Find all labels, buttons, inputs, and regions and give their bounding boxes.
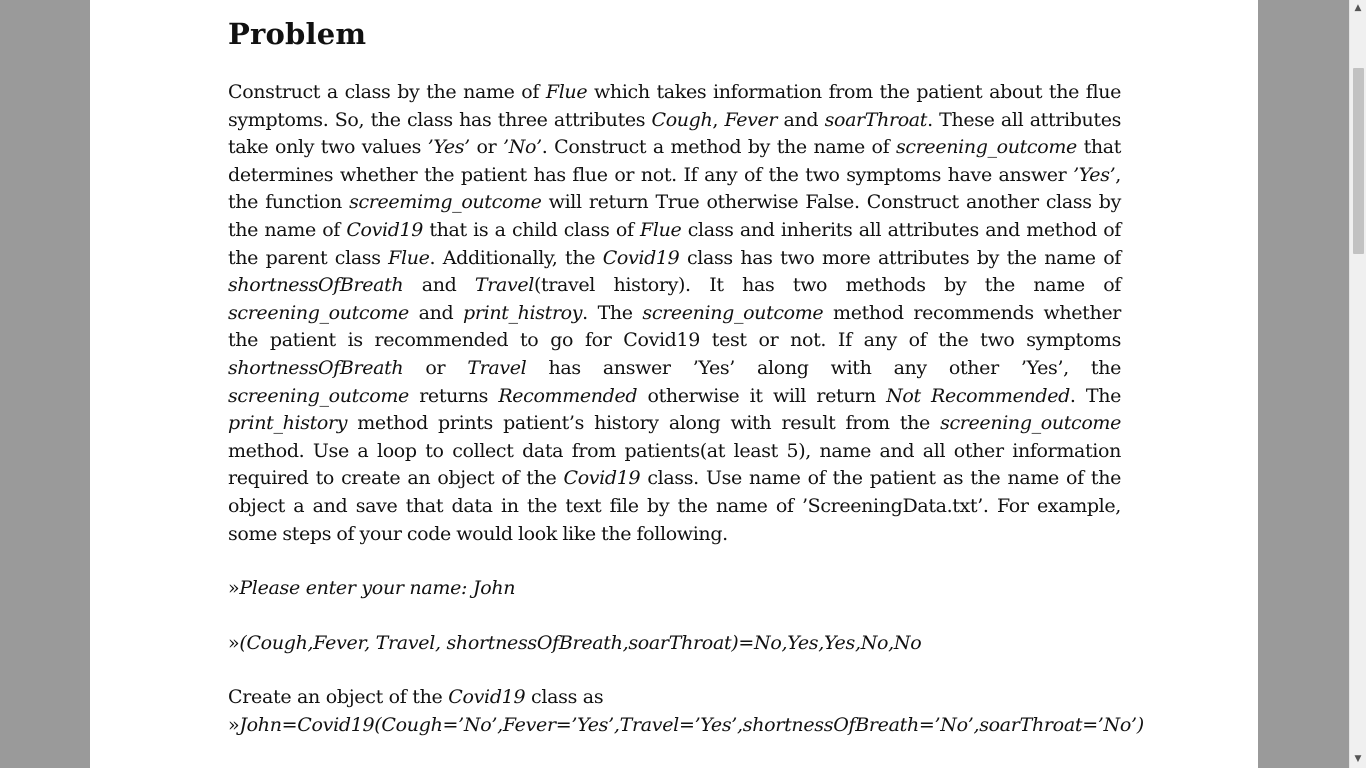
text-run: has answer ’Yes’ along with any other ’Yes’, the (526, 356, 1121, 379)
text-run: . Additionally, the (429, 246, 603, 269)
object-code-text: John=Covid19(Cough=’No’,Fever=’Yes’,Travel=’Yes’,shortnessOfBreath=’No’,soarThroat=’No’) (239, 713, 1144, 736)
page-content (228, 12, 1144, 739)
text-run: and (403, 274, 475, 297)
prompt-marker: » (228, 713, 240, 736)
italic-term: soarThroat (824, 108, 928, 131)
symptoms-prompt-text: (Cough,Fever, Travel, shortnessOfBreath,soarThroat)=No,Yes,Yes,No,No (239, 631, 922, 654)
italic-term: print_histroy (463, 301, 583, 324)
text-run: class has two more attributes by the name of (679, 246, 1121, 269)
text-run: . These all attributes take only two values (228, 108, 1121, 159)
italic-term: Covid19 (602, 246, 680, 269)
italic-term: screening_outcome (896, 136, 1077, 159)
text-run: that determines whether the patient has flue or not. If any of the two symptoms have answer (228, 136, 1121, 186)
text-run: will return True otherwise False. Construct another class by the name of (228, 191, 1121, 241)
text-run: . The (1069, 384, 1122, 407)
object-code-line (228, 712, 1144, 740)
italic-term: ’Yes’ (1073, 163, 1116, 186)
name-prompt-text: Please enter your name: John (239, 577, 516, 600)
problem-paragraph (228, 79, 1121, 548)
italic-term: Travel (474, 274, 534, 297)
italic-term: Not Recommended (886, 384, 1070, 407)
text-run: and (408, 301, 464, 324)
text-run: class and inherits all attributes and method of the parent class (228, 218, 1121, 269)
text-run: , (712, 108, 725, 131)
text-run: class as (525, 686, 604, 709)
italic-term: screemimg_outcome (349, 191, 542, 214)
text-run: method prints patient’s history along with result from the (347, 412, 941, 435)
italic-term: Covid19 (448, 686, 526, 709)
text-run: . Construct a method by the name of (541, 136, 896, 159)
scroll-up-arrow-icon[interactable]: ▲ (1354, 3, 1362, 13)
italic-term: screening_outcome (642, 301, 824, 324)
italic-term: Fever (724, 108, 778, 131)
text-run: Construct a class by the name of (228, 81, 546, 103)
italic-term: Covid19 (346, 218, 424, 241)
italic-term: shortnessOfBreath (228, 274, 404, 297)
text-run: class. Use name of the patient as the name of the object a and save that data in the text file by the name of ’ScreeningData.txt’. For example, some steps of your code would look like the following. (228, 467, 1121, 545)
object-intro-line (228, 684, 1121, 712)
text-run: (travel history). It has two methods by the name of (533, 274, 1121, 297)
text-run: method recommends whether the patient is recommended to go for Covid19 test or not. If any of the two symptoms (228, 301, 1121, 352)
italic-term: Flue (640, 218, 682, 241)
italic-term: Travel (467, 356, 527, 379)
italic-term: shortnessOfBreath (228, 356, 404, 379)
italic-term: screening_outcome (228, 384, 409, 407)
text-run: or (469, 136, 504, 159)
scroll-down-arrow-icon[interactable]: ▼ (1354, 754, 1362, 764)
text-run: and (777, 108, 825, 131)
italic-term: ’No’ (503, 136, 542, 159)
text-run: otherwise it will return (637, 384, 887, 407)
name-prompt-line (228, 575, 1121, 603)
italic-term: Recommended (498, 384, 638, 407)
italic-term: Flue (545, 81, 588, 103)
text-run: method. Use a loop to collect data from patients(at least 5), name and all other information required to create an object of the (228, 439, 1121, 490)
italic-term: Covid19 (563, 467, 641, 490)
italic-term: Cough (651, 108, 713, 131)
symptoms-prompt-line (228, 630, 1121, 658)
prompt-marker: » (228, 577, 240, 600)
text-run: . The (582, 301, 643, 324)
vertical-scrollbar[interactable] (1349, 0, 1366, 768)
italic-term: print_history (228, 412, 348, 435)
text-run: Create an object of the (228, 686, 449, 709)
text-run: returns (408, 384, 499, 407)
text-run: that is a child class of (423, 218, 641, 241)
scrollbar-thumb[interactable] (1353, 68, 1364, 254)
section-heading: Problem (228, 17, 367, 51)
document-page (90, 0, 1258, 768)
object-creation-block (228, 684, 1144, 739)
text-run: , the function (228, 163, 1121, 214)
text-run: or (403, 356, 468, 379)
italic-term: Flue (388, 246, 430, 269)
italic-term: screening_outcome (228, 301, 409, 324)
italic-term: ’Yes’ (427, 136, 470, 159)
prompt-marker: » (228, 631, 240, 654)
italic-term: screening_outcome (940, 412, 1121, 435)
text-run: which takes information from the patient about the flue symptoms. So, the class has three attributes (228, 81, 1121, 131)
